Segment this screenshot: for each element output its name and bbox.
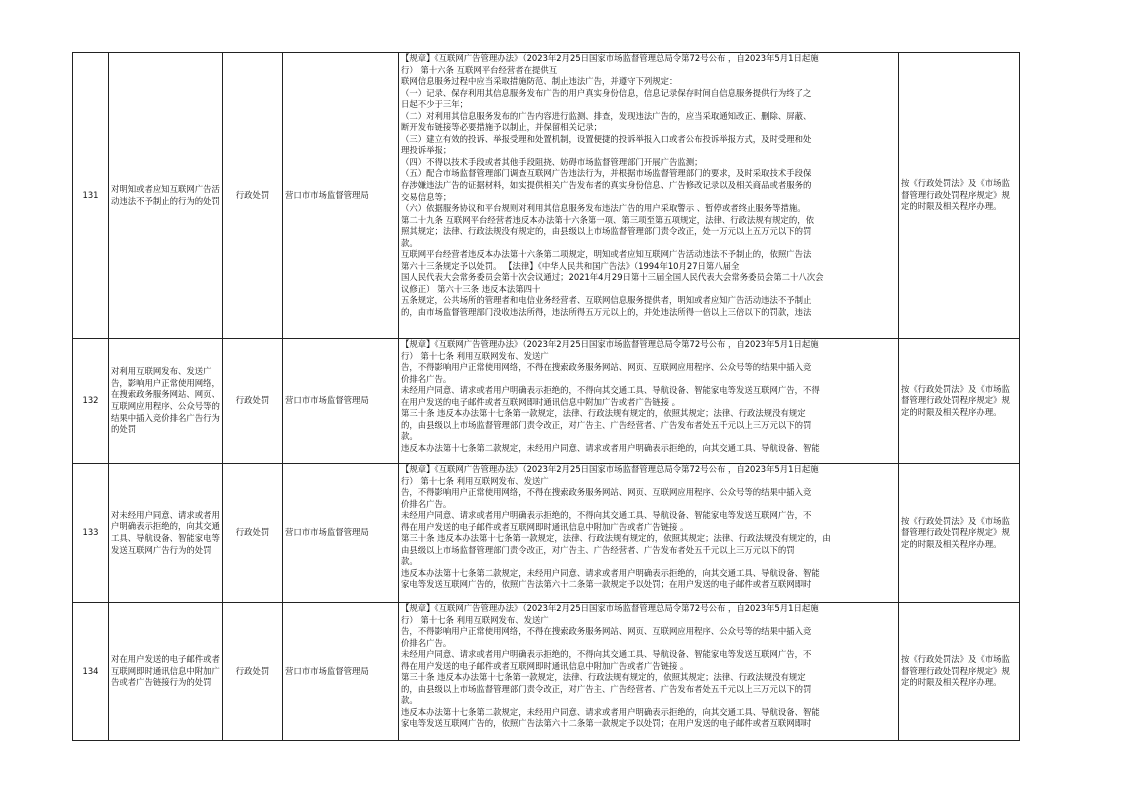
legal-basis-line: 违反本办法第十七条第二款规定，未经用户同意、请求或者用户明确表示拒绝的，向其交通工具、导航设备、智能	[401, 706, 820, 717]
legal-basis-line: 第三十条 违反本办法第十七条第一款规定，法律、行政法规有规定的，依照其规定；法律、行政法规没有规定	[401, 408, 806, 419]
legal-basis-line: 【规章】《互联网广告管理办法》（2023年2月25日国家市场监督管理总局令第72号公布 ，自2023年5月1日起施	[401, 464, 819, 474]
item-name: 对明知或者应知互联网广告活动违法不予制止的行为的处罚	[109, 53, 223, 339]
item-legal-basis	[399, 53, 899, 339]
legal-basis-line: （一）记录、保存利用其信息服务发布广告的用户真实身份信息，信息记录保存时间自信息服务提供行为终了之	[401, 87, 812, 98]
penalty-items-table	[72, 52, 1020, 741]
legal-basis-line: 价排名广告。	[401, 498, 452, 509]
legal-basis-text	[401, 464, 896, 602]
table-row	[73, 339, 1020, 464]
item-procedure: 按《行政处罚法》及《市场监督管理行政处罚程序规定》规定的时限及相关程序办理。	[899, 339, 1020, 464]
legal-basis-line: 违反本办法第十七条第二款规定，未经用户同意、请求或者用户明确表示拒绝的，向其交通工具、导航设备、智能	[401, 442, 820, 453]
legal-basis-text	[401, 339, 896, 463]
item-number: 133	[73, 464, 109, 603]
legal-basis-line: 【规章】《互联网广告管理办法》（2023年2月25日国家市场监督管理总局令第72号公布 ，自2023年5月1日起施	[401, 339, 819, 349]
item-category: 行政处罚	[223, 339, 283, 464]
legal-basis-line: 第三十条 违反本办法第十七条第一款规定，法律、行政法规有规定的，依照其规定；法律、行政法规没有规定	[401, 672, 806, 683]
legal-basis-line: 款。	[401, 237, 418, 248]
item-category: 行政处罚	[223, 464, 283, 603]
item-name: 对在用户发送的电子邮件或者互联网即时通讯信息中附加广告或者广告链接行为的处罚	[109, 603, 223, 741]
legal-basis-line: 未经用户同意、请求或者用户明确表示拒绝的，不得向其交通工具、导航设备、智能家电等发送互联网广告，不	[401, 649, 812, 660]
legal-basis-line: （三）建立有效的投诉、举报受理和处置机制，设置便捷的投诉举报入口或者公布投诉举报方式，及时受理和处	[401, 133, 812, 144]
legal-basis-line: 款。	[401, 695, 418, 706]
legal-basis-line: 未经用户同意、请求或者用户明确表示拒绝的，不得向其交通工具、导航设备、智能家电等发送互联网广告，不得	[401, 385, 820, 396]
legal-basis-line: 【规章】《互联网广告管理办法》（2023年2月25日国家市场监督管理总局令第72号公布 ，自2023年5月1日起施	[401, 53, 819, 63]
legal-basis-line: 告，不得影响用户正常使用网络，不得在搜索政务服务网站、网页、互联网应用程序、公众号等的结果中插入竞	[401, 626, 812, 637]
legal-basis-line: 五条规定，公共场所的管理者和电信业务经营者、互联网信息服务提供者，明知或者应知广告活动违法不予制止	[401, 295, 812, 306]
legal-basis-line: 照其规定；法律、行政法规没有规定的，由县级以上市场监督管理部门责令改正，处一万元以上五万元以下的罚	[401, 226, 812, 237]
legal-basis-line: 第六十三条规定予以处罚。 【法律】《中华人民共和国广告法》（1994年10月27日第八届全	[401, 260, 740, 271]
item-procedure: 按《行政处罚法》及《市场监督管理行政处罚程序规定》规定的时限及相关程序办理。	[899, 464, 1020, 603]
legal-basis-line: 得在用户发送的电子邮件或者互联网即时通讯信息中附加广告或者广告链接 。	[401, 521, 689, 532]
legal-basis-line: 的，由县级以上市场监督管理部门责令改正，对广告主、广告经营者、广告发布者处五千元以上三万元以下的罚	[401, 683, 812, 694]
legal-basis-line: 行） 第十七条 利用互联网发布、发送广	[401, 475, 549, 486]
item-legal-basis	[399, 339, 899, 464]
item-number: 134	[73, 603, 109, 741]
item-procedure: 按《行政处罚法》及《市场监督管理行政处罚程序规定》规定的时限及相关程序办理。	[899, 53, 1020, 339]
legal-basis-line: 第二十九条 互联网平台经营者违反本办法第十六条第一项、第三项至第五项规定，法律、行政法规有规定的，依	[401, 214, 815, 225]
legal-basis-line: 的，由市场监督管理部门没收违法所得，违法所得五万元以上的，并处违法所得一倍以上三倍以下的罚款，违法	[401, 307, 812, 318]
legal-basis-line: 家电等发送互联网广告的，依照广告法第六十二条第一款规定予以处罚；在用户发送的电子邮件或者互联网即时	[401, 579, 812, 590]
table-row	[73, 53, 1020, 339]
legal-basis-line: 日起不少于三年；	[401, 99, 468, 110]
item-department: 营口市市场监督管理局	[283, 464, 399, 603]
legal-basis-line: 的，由县级以上市场监督管理部门责令改正，对广告主、广告经营者、广告发布者处五千元以上三万元以下的罚	[401, 419, 812, 430]
legal-basis-line: 在用户发送的电子邮件或者互联网即时通讯信息中附加广告或者广告链接 。	[401, 396, 681, 407]
item-number: 131	[73, 53, 109, 339]
legal-basis-line: 家电等发送互联网广告的，依照广告法第六十二条第一款规定予以处罚；在用户发送的电子邮件或者互联网即时	[401, 718, 812, 729]
legal-basis-line: 行） 第十六条 互联网平台经营者在提供互	[401, 64, 558, 75]
legal-basis-line: 行） 第十七条 利用互联网发布、发送广	[401, 614, 549, 625]
item-name: 对利用互联网发布、发送广告，影响用户正常使用网络，在搜索政务服务网站、网页、互联网应用程序、公众号等的结果中插入竞价排名广告行为的处罚	[109, 339, 223, 464]
legal-basis-line: 【规章】《互联网广告管理办法》（2023年2月25日国家市场监督管理总局令第72号公布 ，自2023年5月1日起施	[401, 603, 819, 613]
legal-basis-line: 互联网平台经营者违反本办法第十六条第二项规定，明知或者应知互联网广告活动违法不予制止的，依照广告法	[401, 249, 812, 260]
legal-basis-line: 款。	[401, 431, 418, 442]
legal-basis-line: 由县级以上市场监督管理部门责令改正，对广告主、广告经营者、广告发布者处五千元以上三万元以下的罚	[401, 544, 795, 555]
legal-basis-line: 告，不得影响用户正常使用网络，不得在搜索政务服务网站、网页、互联网应用程序、公众号等的结果中插入竞	[401, 487, 812, 498]
legal-basis-line: 议修正） 第六十三条 违反本法第四十	[401, 283, 541, 294]
legal-basis-line: （六）依据服务协议和平台规则对利用其信息服务发布违法广告的用户采取警示 、暂停或者终止服务等措施。	[401, 203, 806, 214]
item-legal-basis	[399, 464, 899, 603]
legal-basis-line: 国人民代表大会常务委员会第十次会议通过；2021年4月29日第十三届全国人民代表大会常务委员会第二十八次会	[401, 272, 824, 283]
legal-basis-line: 联网信息服务过程中应当采取措施防范、制止违法广告，并遵守下列规定：	[401, 76, 678, 87]
legal-basis-line: 行） 第十七条 利用互联网发布、发送广	[401, 350, 549, 361]
item-department: 营口市市场监督管理局	[283, 603, 399, 741]
item-legal-basis	[399, 603, 899, 741]
legal-basis-line: 得在用户发送的电子邮件或者互联网即时通讯信息中附加广告或者广告链接 。	[401, 660, 689, 671]
legal-basis-line: 理投诉举报；	[401, 145, 452, 156]
item-number: 132	[73, 339, 109, 464]
legal-basis-line: 违反本办法第十七条第二款规定，未经用户同意、请求或者用户明确表示拒绝的，向其交通工具、导航设备、智能	[401, 567, 820, 578]
table-row	[73, 603, 1020, 741]
legal-basis-line: 存涉嫌违法广告的证据材料，如实提供相关广告发布者的真实身份信息、广告修改记录以及相关商品或者服务的	[401, 180, 812, 191]
legal-basis-line: （二）对利用其信息服务发布的广告内容进行监测、排查，发现违法广告的，应当采取通知改正、删除、屏蔽、	[401, 110, 812, 121]
legal-basis-line: 第三十条 违反本办法第十七条第一款规定，法律、行政法规有规定的，依照其规定；法律、行政法规没有规定的，由	[401, 533, 831, 544]
legal-basis-line: （四）不得以技术手段或者其他手段阻挠、妨碍市场监督管理部门开展广告监测；	[401, 156, 703, 167]
legal-basis-line: 未经用户同意、请求或者用户明确表示拒绝的，不得向其交通工具、导航设备、智能家电等发送互联网广告，不	[401, 510, 812, 521]
legal-basis-text	[401, 53, 896, 338]
item-name: 对未经用户同意、请求或者用户明确表示拒绝的，向其交通工具、导航设备、智能家电等发送互联网广告行为的处罚	[109, 464, 223, 603]
legal-basis-text	[401, 603, 896, 740]
item-category: 行政处罚	[223, 53, 283, 339]
legal-basis-line: 价排名广告。	[401, 637, 452, 648]
item-procedure: 按《行政处罚法》及《市场监督管理行政处罚程序规定》规定的时限及相关程序办理。	[899, 603, 1020, 741]
table-row	[73, 464, 1020, 603]
table-body	[73, 53, 1020, 741]
legal-basis-line: 价排名广告。	[401, 373, 452, 384]
legal-basis-line: 款。	[401, 556, 418, 567]
legal-basis-line: 交易信息等；	[401, 191, 452, 202]
item-department: 营口市市场监督管理局	[283, 53, 399, 339]
legal-basis-line: 断开发布链接等必要措施予以制止，并保留相关记录；	[401, 122, 602, 133]
item-category: 行政处罚	[223, 603, 283, 741]
legal-basis-line: 告，不得影响用户正常使用网络，不得在搜索政务服务网站、网页、互联网应用程序、公众号等的结果中插入竞	[401, 362, 812, 373]
legal-basis-line: （五）配合市场监督管理部门调查互联网广告违法行为，并根据市场监督管理部门的要求，及时采取技术手段保	[401, 168, 812, 179]
item-department: 营口市市场监督管理局	[283, 339, 399, 464]
